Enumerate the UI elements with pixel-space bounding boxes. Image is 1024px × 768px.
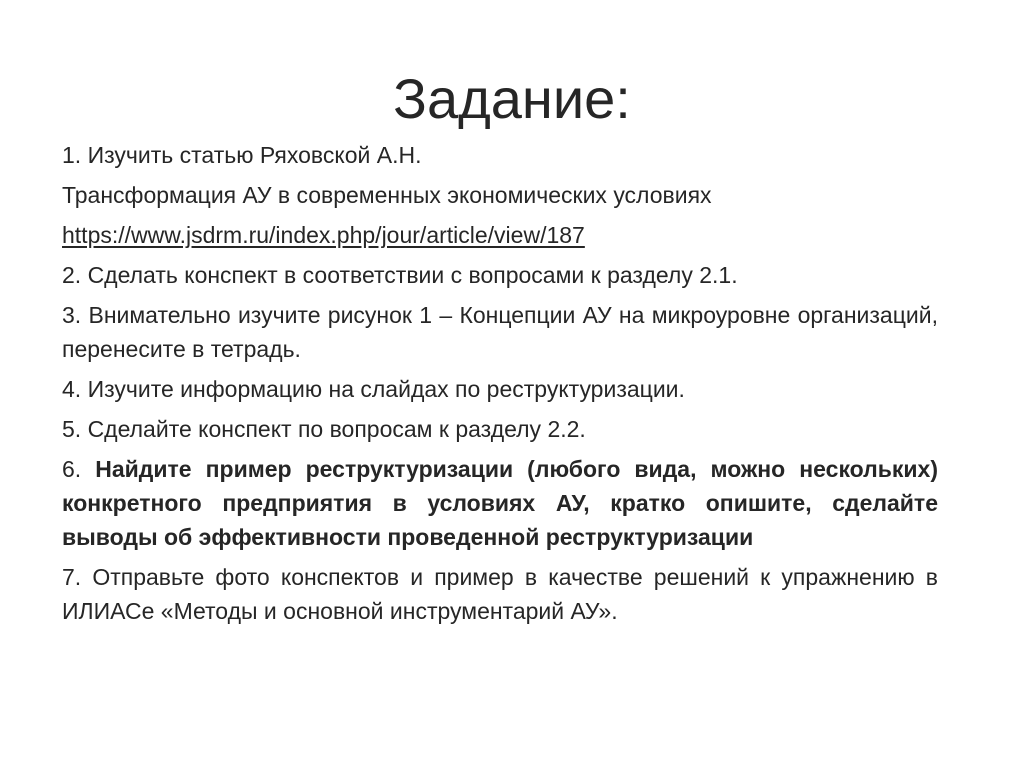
- slide-title: Задание:: [393, 67, 631, 130]
- task-1-article-link-row: [62, 218, 938, 252]
- article-link[interactable]: https://www.jsdrm.ru/index.php/jour/article/view/187: [62, 222, 585, 248]
- task-6-number: 6.: [62, 456, 96, 482]
- task-7: 7. Отправьте фото конспектов и пример в качестве решений к упражнению в ИЛИАСе «Методы и основной инструментарий АУ».: [62, 564, 938, 624]
- task-5: 5. Сделайте конспект по вопросам к разделу 2.2.: [62, 416, 586, 442]
- task-6-text: Найдите пример реструктуризации (любого вида, можно нескольких) конкретного предприятия в условиях АУ, кратко опишите, сделайте выводы об эффективности проведенной реструктуризации: [62, 456, 938, 550]
- task-3: 3. Внимательно изучите рисунок 1 – Концепции АУ на микроуровне организаций, перенесите в тетрадь.: [62, 302, 938, 362]
- task-2: 2. Сделать конспект в соответствии с вопросами к разделу 2.1.: [62, 262, 738, 288]
- task-list: [62, 138, 938, 634]
- task-1-article-title: Трансформация АУ в современных экономических условиях: [62, 182, 712, 208]
- task-1-article-author: 1. Изучить статью Ряховской А.Н.: [62, 142, 422, 168]
- task-4: 4. Изучите информацию на слайдах по реструктуризации.: [62, 376, 685, 402]
- task-6: [62, 452, 938, 554]
